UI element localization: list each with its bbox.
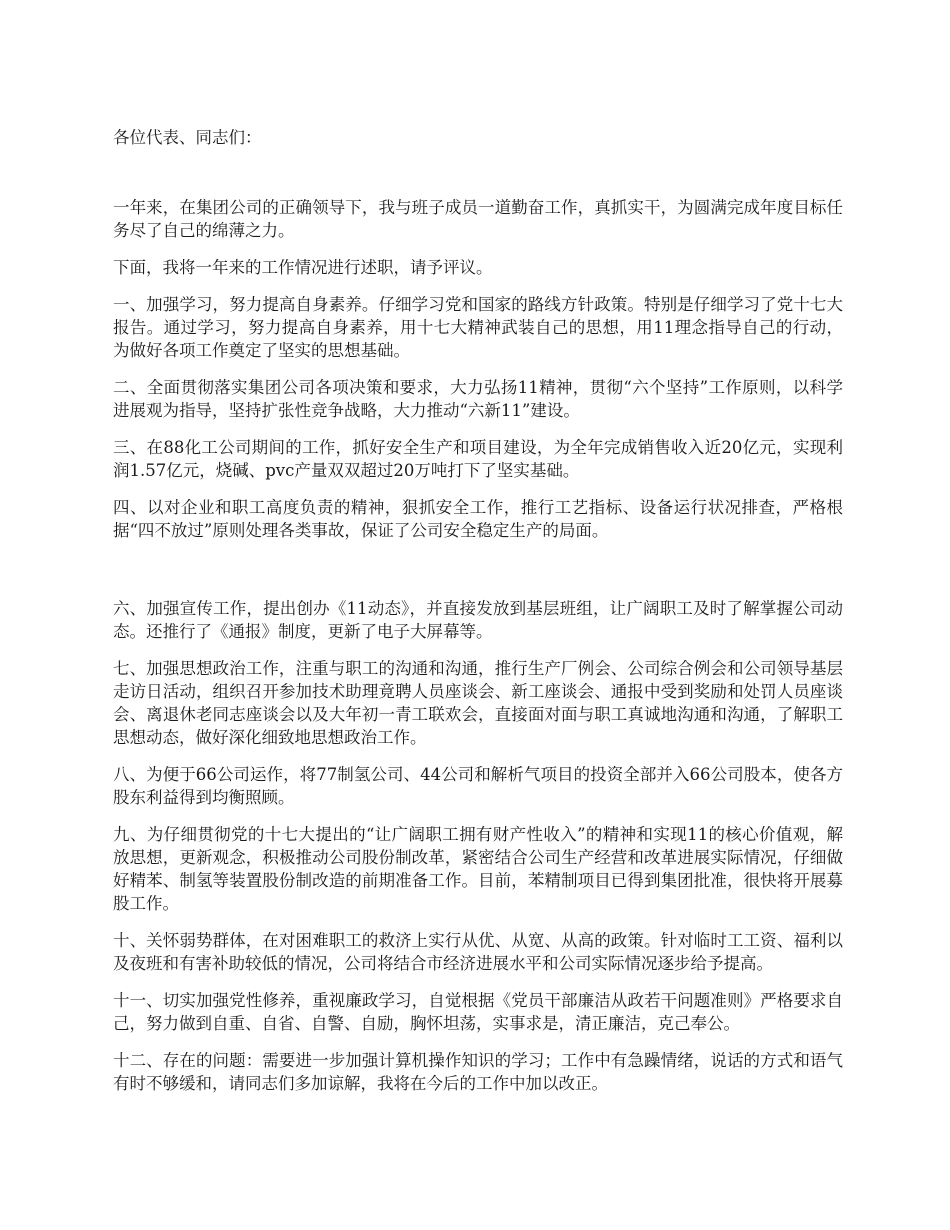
paragraph-item-10: 十、关怀弱势群体，在对困难职工的救济上实行从优、从宽、从高的政策。针对临时工工资、福利以及夜班和有害补助较低的情况，公司将结合市经济进展水平和公司实际情况逐步给予提高。	[113, 931, 843, 973]
document-body	[113, 126, 843, 1109]
paragraph-item-2: 二、全面贯彻落实集团公司各项决策和要求，大力弘扬11精神，贯彻“六个坚持”工作原则，以科学进展观为指导，坚持扩张性竞争战略，大力推动“六新11”建设。	[113, 378, 843, 420]
paragraph-item-4: 四、以对企业和职工高度负责的精神，狠抓安全工作，推行工艺指标、设备运行状况排查，严格根据“四不放过”原则处理各类事故，保证了公司安全稳定生产的局面。	[113, 498, 843, 540]
greeting: 各位代表、同志们：	[113, 128, 262, 147]
paragraph-item-6: 六、加强宣传工作，提出创办《11动态》，并直接发放到基层班组，让广阔职工及时了解掌握公司动态。还推行了《通报》制度，更新了电子大屏幕等。	[113, 599, 843, 641]
paragraph-item-12: 十二、存在的问题：需要进一步加强计算机操作知识的学习；工作中有急躁情绪，说话的方式和语气有时不够缓和，请同志们多加谅解，我将在今后的工作中加以改正。	[113, 1051, 843, 1093]
paragraph-item-9: 九、为仔细贯彻党的十七大提出的“让广阔职工拥有财产性收入”的精神和实现11的核心价值观，解放思想，更新观念，积极推动公司股份制改革，紧密结合公司生产经营和改革进展实际情况，仔细做好精苯、制氢等装置股份制改造的前期准备工作。目前，苯精制项目已得到集团批准，很快将开展募股工作。	[113, 825, 843, 913]
paragraph-item-3: 三、在88化工公司期间的工作，抓好安全生产和项目建设，为全年完成销售收入近20亿元，实现利润1.57亿元，烧碱、pvc产量双双超过20万吨打下了坚实基础。	[113, 438, 843, 480]
paragraph-intro: 一年来，在集团公司的正确领导下，我与班子成员一道勤奋工作，真抓实干，为圆满完成年度目标任务尽了自己的绵薄之力。	[113, 198, 843, 240]
paragraph-item-11: 十一、切实加强党性修养，重视廉政学习，自觉根据《党员干部廉洁从政若干问题准则》严格要求自己，努力做到自重、自省、自警、自励，胸怀坦荡，实事求是，清正廉洁，克己奉公。	[113, 991, 843, 1033]
paragraph-preface: 下面，我将一年来的工作情况进行述职，请予评议。	[113, 258, 493, 277]
paragraph-item-7: 七、加强思想政治工作，注重与职工的沟通和沟通，推行生产厂例会、公司综合例会和公司领导基层走访日活动，组织召开参加技术助理竟聘人员座谈会、新工座谈会、通报中受到奖励和处罚人员座谈会、离退休老同志座谈会以及大年初一青工联欢会，直接面对面与职工真诚地沟通和沟通，了解职工思想动态，做好深化细致地思想政治工作。	[113, 659, 843, 747]
paragraph-item-8: 八、为便于66公司运作，将77制氢公司、44公司和解析气项目的投资全部并入66公司股本，使各方股东利益得到均衡照顾。	[113, 765, 843, 807]
paragraph-item-1: 一、加强学习，努力提高自身素养。仔细学习党和国家的路线方针政策。特别是仔细学习了党十七大报告。通过学习，努力提高自身素养，用十七大精神武装自己的思想，用11理念指导自己的行动，为做好各项工作奠定了坚实的思想基础。	[113, 295, 843, 360]
